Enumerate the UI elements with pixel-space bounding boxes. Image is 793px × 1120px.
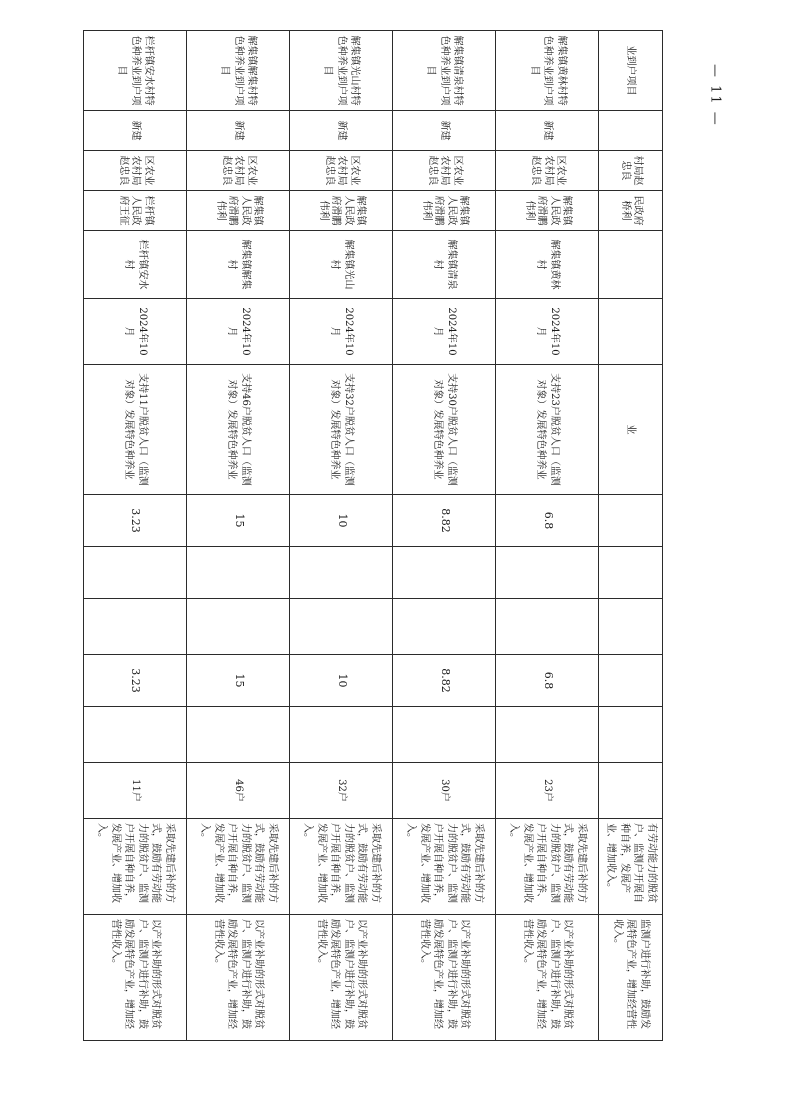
cell-empty-3 <box>84 707 187 763</box>
cell-location: 解集镇解集村 <box>187 231 290 299</box>
cell-benefit: 以产业补助的形式对脱贫户、监测户进行补助，鼓励发展特色产业，增加经营性收入。 <box>187 915 290 1041</box>
cell-owner: 解集镇人民政府滑鹏伟利 <box>187 191 290 231</box>
table-row-header-fragment <box>599 31 663 1041</box>
cell-empty-3 <box>290 707 393 763</box>
cell-mechanism: 采取先建后补的方式，鼓励有劳动能力的脱贫户、监测户开展自种自养，发展产业、增加收入。 <box>290 819 393 915</box>
cell-benefit: 以产业补助的形式对脱贫户、监测户进行补助，鼓励发展特色产业，增加经营性收入。 <box>496 915 599 1041</box>
cell-fund: 3.23 <box>84 655 187 707</box>
cell-benefit: 监测户进行补助，鼓励发展特色产业，增加经营性收入。 <box>599 915 663 1041</box>
cell-mechanism: 采取先建后补的方式，鼓励有劳动能力的脱贫户、监测户开展自种自养，发展产业、增加收入。 <box>393 819 496 915</box>
cell-empty-2 <box>393 599 496 655</box>
cell-empty-2 <box>84 599 187 655</box>
cell-fund <box>599 655 663 707</box>
cell-desc: 支持30户脱贫人口（监测对象）发展特色种养业 <box>393 365 496 495</box>
cell-date: 2024年10月 <box>187 299 290 365</box>
cell-type <box>599 111 663 151</box>
cell-project-name: 解集镇清泉村特色种养业到户项目 <box>393 31 496 111</box>
cell-benefit: 以产业补助的形式对脱贫户、监测户进行补助，鼓励发展特色产业，增加经营性收入。 <box>84 915 187 1041</box>
cell-contractor: 区农业农村局赵忠良 <box>496 151 599 191</box>
cell-households: 23户 <box>496 763 599 819</box>
cell-owner: 解集镇人民政府滑鹏伟利 <box>496 191 599 231</box>
cell-empty-3 <box>393 707 496 763</box>
cell-households: 11户 <box>84 763 187 819</box>
cell-project-name: 业到户项目 <box>599 31 663 111</box>
cell-date: 2024年10月 <box>290 299 393 365</box>
cell-type: 新建 <box>496 111 599 151</box>
cell-empty-2 <box>187 599 290 655</box>
cell-total: 3.23 <box>84 495 187 547</box>
cell-project-name: 栏杆镇安水村特色种养业到户项目 <box>84 31 187 111</box>
cell-date <box>599 299 663 365</box>
cell-contractor: 区农业农村局赵忠良 <box>393 151 496 191</box>
cell-empty-1 <box>599 547 663 599</box>
cell-project-name: 解集镇黄林村特色种养业到户项目 <box>496 31 599 111</box>
cell-desc: 业 <box>599 365 663 495</box>
cell-contractor: 区农业农村局赵忠良 <box>187 151 290 191</box>
cell-empty-3 <box>496 707 599 763</box>
cell-owner: 解集镇人民政府滑鹏伟利 <box>290 191 393 231</box>
cell-households: 46户 <box>187 763 290 819</box>
cell-empty-1 <box>393 547 496 599</box>
cell-owner: 解集镇人民政府滑鹏伟利 <box>393 191 496 231</box>
cell-empty-1 <box>84 547 187 599</box>
cell-fund: 15 <box>187 655 290 707</box>
table-row <box>290 31 393 1041</box>
cell-mechanism: 采取先建后补的方式，鼓励有劳动能力的脱贫户、监测户开展自种自养，发展产业、增加收入。 <box>187 819 290 915</box>
cell-location: 解集镇黄林村 <box>496 231 599 299</box>
cell-fund: 6.8 <box>496 655 599 707</box>
cell-empty-2 <box>496 599 599 655</box>
cell-desc: 支持32户脱贫人口（监测对象）发展特色种养业 <box>290 365 393 495</box>
cell-owner: 栏杆镇人民政府王征 <box>84 191 187 231</box>
table-row <box>84 31 187 1041</box>
cell-location: 栏杆镇安水村 <box>84 231 187 299</box>
cell-type: 新建 <box>393 111 496 151</box>
cell-total: 8.82 <box>393 495 496 547</box>
cell-households: 32户 <box>290 763 393 819</box>
cell-mechanism: 有劳动能力的脱贫户、监测户开展自种自养，发展产业、增加收入。 <box>599 819 663 915</box>
cell-contractor: 村局赵忠良 <box>599 151 663 191</box>
project-table <box>83 30 663 1041</box>
cell-desc: 支持46户脱贫人口（监测对象）发展特色种养业 <box>187 365 290 495</box>
cell-fund: 10 <box>290 655 393 707</box>
cell-empty-1 <box>290 547 393 599</box>
cell-fund: 8.82 <box>393 655 496 707</box>
cell-empty-3 <box>599 707 663 763</box>
cell-date: 2024年10月 <box>496 299 599 365</box>
cell-total: 6.8 <box>496 495 599 547</box>
cell-mechanism: 采取先建后补的方式，鼓励有劳动能力的脱贫户、监测户开展自种自养，发展产业、增加收入。 <box>84 819 187 915</box>
cell-households: 30户 <box>393 763 496 819</box>
cell-total <box>599 495 663 547</box>
cell-total: 10 <box>290 495 393 547</box>
cell-date: 2024年10月 <box>84 299 187 365</box>
cell-empty-3 <box>187 707 290 763</box>
cell-location <box>599 231 663 299</box>
cell-empty-1 <box>496 547 599 599</box>
cell-benefit: 以产业补助的形式对脱贫户、监测户进行补助，鼓励发展特色产业，增加经营性收入。 <box>393 915 496 1041</box>
table-row <box>187 31 290 1041</box>
cell-empty-1 <box>187 547 290 599</box>
cell-type: 新建 <box>187 111 290 151</box>
page-number: — 11 — <box>707 63 723 127</box>
cell-type: 新建 <box>84 111 187 151</box>
cell-date: 2024年10月 <box>393 299 496 365</box>
cell-households <box>599 763 663 819</box>
cell-mechanism: 采取先建后补的方式，鼓励有劳动能力的脱贫户、监测户开展自种自养、发展产业、增加收入。 <box>496 819 599 915</box>
cell-type: 新建 <box>290 111 393 151</box>
cell-location: 解集镇光山村 <box>290 231 393 299</box>
rotated-table-wrapper <box>83 30 663 1040</box>
cell-empty-2 <box>290 599 393 655</box>
cell-project-name: 解集镇光山村特色种养业到户项目 <box>290 31 393 111</box>
cell-contractor: 区农业农村局赵忠良 <box>290 151 393 191</box>
cell-desc: 支持23户脱贫人口（监测对象）发展特色种养业 <box>496 365 599 495</box>
cell-contractor: 区农业农村局赵忠良 <box>84 151 187 191</box>
cell-benefit: 以产业补助的形式对脱贫户、监测户进行补助，鼓励发展特色产业，增加经营性收入。 <box>290 915 393 1041</box>
table-row <box>496 31 599 1041</box>
cell-desc: 支持11户脱贫人口（监测对象）发展特色种养业 <box>84 365 187 495</box>
cell-owner: 民政府桥利 <box>599 191 663 231</box>
cell-total: 15 <box>187 495 290 547</box>
cell-project-name: 解集镇解集村特色种养业到户项目 <box>187 31 290 111</box>
table-row <box>393 31 496 1041</box>
cell-location: 解集镇清泉村 <box>393 231 496 299</box>
cell-empty-2 <box>599 599 663 655</box>
